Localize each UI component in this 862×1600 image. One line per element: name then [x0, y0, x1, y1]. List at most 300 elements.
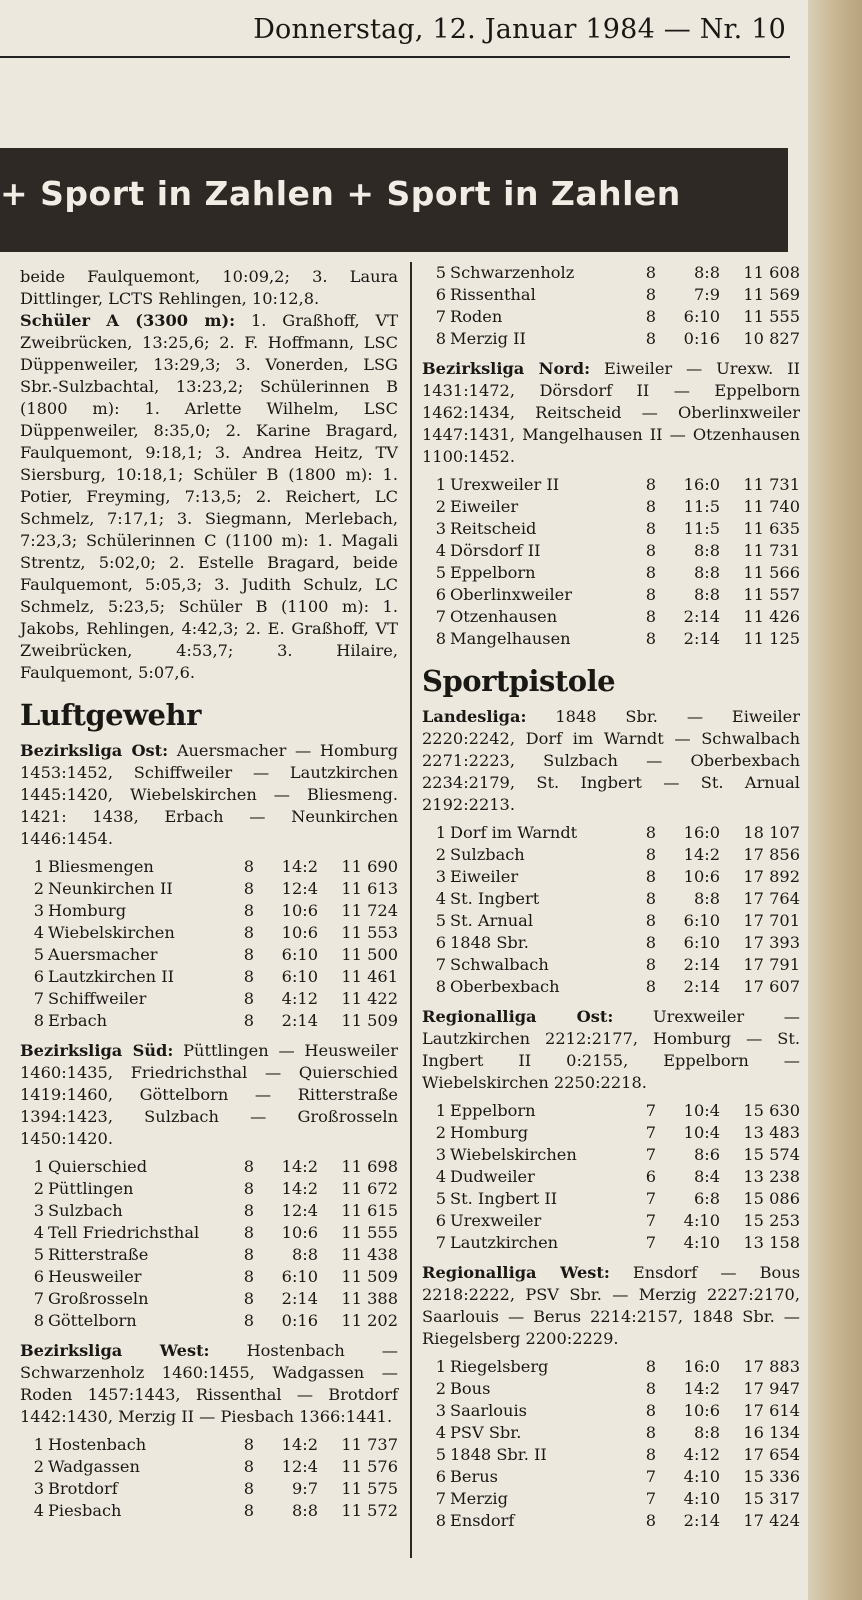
points-cell: 10:6: [683, 1401, 720, 1420]
rank-cell: 6: [435, 285, 446, 304]
rings-cell: 11 698: [341, 1157, 398, 1176]
rank-cell: 6: [33, 1267, 44, 1286]
rings-cell: 15 574: [743, 1145, 800, 1164]
team-cell: Oberbexbach: [450, 977, 560, 996]
rank-cell: 1: [33, 857, 44, 876]
team-cell: Brotdorf: [48, 1479, 118, 1498]
rank-cell: 2: [33, 879, 44, 898]
rings-cell: 10 827: [743, 329, 800, 348]
rings-cell: 11 572: [341, 1501, 398, 1520]
points-cell: 8:6: [693, 1145, 720, 1164]
rank-cell: 8: [33, 1011, 44, 1030]
league-text: Püttlingen — Heusweiler 1460:1435, Friedrichsthal — Quierschied 1419:1460, Göttelborn — Ritterstraße 1394:1423, Sulzbach — Großrosseln 1450:1420.: [20, 1041, 398, 1148]
games-cell: 7: [645, 1467, 656, 1486]
table-row: [20, 988, 398, 1010]
games-cell: 6: [645, 1167, 656, 1186]
rings-cell: 13 483: [743, 1123, 800, 1142]
games-cell: 8: [243, 923, 254, 942]
table-row: [422, 954, 800, 976]
rings-cell: 15 253: [743, 1211, 800, 1230]
rings-cell: 11 731: [743, 475, 800, 494]
games-cell: 8: [243, 901, 254, 920]
table-row: [20, 1156, 398, 1178]
rings-cell: 11 422: [341, 989, 398, 1008]
rank-cell: 4: [435, 889, 446, 908]
page-edge: [808, 0, 862, 1600]
points-cell: 4:10: [683, 1467, 720, 1486]
table-row: [422, 1356, 800, 1378]
points-cell: 8:8: [693, 563, 720, 582]
rings-cell: 17 607: [743, 977, 800, 996]
points-cell: 4:10: [683, 1233, 720, 1252]
team-cell: Dudweiler: [450, 1167, 535, 1186]
team-cell: Erbach: [48, 1011, 108, 1030]
team-cell: Roden: [450, 307, 503, 326]
points-cell: 2:14: [281, 1011, 318, 1030]
table-row: [422, 1510, 800, 1532]
rings-cell: 11 555: [341, 1223, 398, 1242]
team-cell: Auersmacher: [48, 945, 158, 964]
games-cell: 8: [645, 563, 656, 582]
left-column: [20, 266, 398, 1530]
table-row: [20, 856, 398, 878]
points-cell: 12:4: [281, 1201, 318, 1220]
section-heading-luftgewehr: Luftgewehr: [20, 698, 201, 732]
league-text: Urexweiler — Lautzkirchen 2212:2177, Homburg — St. Ingbert II 0:2155, Eppelborn — Wiebelskirchen 2250:2218.: [422, 1007, 800, 1092]
rank-cell: 3: [33, 901, 44, 920]
table-row: [422, 540, 800, 562]
rank-cell: 2: [435, 1123, 446, 1142]
games-cell: 8: [645, 629, 656, 648]
league-label: Bezirksliga Nord:: [422, 359, 591, 378]
points-cell: 2:14: [281, 1289, 318, 1308]
games-cell: 8: [645, 955, 656, 974]
games-cell: 7: [645, 1189, 656, 1208]
rank-cell: 3: [435, 519, 446, 538]
games-cell: 8: [645, 541, 656, 560]
banner-text: + Sport in Zahlen + Sport in Zahlen: [0, 174, 681, 213]
rings-cell: 11 608: [743, 263, 800, 282]
games-cell: 8: [645, 607, 656, 626]
games-cell: 8: [645, 263, 656, 282]
points-cell: 12:4: [281, 879, 318, 898]
games-cell: 8: [243, 1011, 254, 1030]
table-row: [20, 1266, 398, 1288]
games-cell: 8: [645, 1445, 656, 1464]
table-row: [422, 1122, 800, 1144]
games-cell: 8: [243, 1267, 254, 1286]
rank-cell: 4: [435, 1167, 446, 1186]
rings-cell: 17 856: [743, 845, 800, 864]
points-cell: 4:10: [683, 1211, 720, 1230]
games-cell: 8: [243, 1435, 254, 1454]
dateline-text: Donnerstag, 12. Januar 1984 — Nr. 10: [253, 14, 786, 45]
points-cell: 11:5: [683, 519, 720, 538]
table-row: [422, 1144, 800, 1166]
games-cell: 8: [645, 1379, 656, 1398]
table-row: [20, 1500, 398, 1522]
points-cell: 14:2: [281, 1157, 318, 1176]
games-cell: 8: [243, 1223, 254, 1242]
points-cell: 2:14: [683, 977, 720, 996]
team-cell: Großrosseln: [48, 1289, 149, 1308]
rings-cell: 17 883: [743, 1357, 800, 1376]
rank-cell: 2: [435, 497, 446, 516]
rings-cell: 11 613: [341, 879, 398, 898]
rank-cell: 7: [33, 1289, 44, 1308]
points-cell: 14:2: [683, 845, 720, 864]
points-cell: 6:10: [281, 1267, 318, 1286]
games-cell: 8: [645, 977, 656, 996]
points-cell: 0:16: [683, 329, 720, 348]
rings-cell: 11 737: [341, 1435, 398, 1454]
team-cell: Eiweiler: [450, 497, 519, 516]
games-cell: 8: [243, 967, 254, 986]
team-cell: Reitscheid: [450, 519, 537, 538]
intro-paragraph: beide Faulquemont, 10:09,2; 3. Laura Dittlinger, LCTS Rehlingen, 10:12,8.: [20, 267, 398, 308]
league-ost-paragraph: [20, 740, 398, 850]
points-cell: 6:10: [683, 911, 720, 930]
rank-cell: 4: [33, 1223, 44, 1242]
games-cell: 8: [645, 585, 656, 604]
games-cell: 7: [645, 1233, 656, 1252]
rank-cell: 7: [435, 955, 446, 974]
team-cell: Lautzkirchen: [450, 1233, 559, 1252]
table-row: [422, 1444, 800, 1466]
points-cell: 2:14: [683, 629, 720, 648]
rank-cell: 4: [435, 1423, 446, 1442]
table-row: [20, 1456, 398, 1478]
regionalliga-ost-paragraph: [422, 1006, 800, 1094]
results-text: 1. Graßhoff, VT Zweibrücken, 13:25,6; 2. F. Hoffmann, LSC Düppenweiler, 13:29,3; 3. Vonerden, LSG Sbr.-Sulzbachtal, 13:23,2; Schülerinnen B (1800 m): 1. Arlette Wilhelm, LSC Düppenweiler, 8:35,0; 2. Karine Bragard, Faulquemont, 9:18,1; 3. Andrea Heitz, TV Siersburg, 10:18,1; Schüler B (1800 m): 1. Potier, Freyming, 7:13,5; 2. Reichert, LC Schmelz, 7:17,1; 3. Siegmann, Merlebach, 7:23,3; Schülerinnen C (1100 m): 1. Magali Strentz, 5:02,0; 2. Estelle Bragard, beide Faulquemont, 5:05,3; 3. Judith Schulz, LC Schmelz, 5:23,5; Schüler B (1100 m): 1. Jakobs, Rehlingen, 4:42,3; 2. E. Graßhoff, VT Zweibrücken, 4:53,7; 3. Hilaire, Faulquemont, 5:07,6.: [20, 311, 398, 682]
points-cell: 2:14: [683, 955, 720, 974]
rings-cell: 17 654: [743, 1445, 800, 1464]
rings-cell: 17 424: [743, 1511, 800, 1530]
rank-cell: 2: [33, 1179, 44, 1198]
team-cell: St. Ingbert II: [450, 1189, 558, 1208]
points-cell: 8:8: [693, 263, 720, 282]
games-cell: 8: [645, 285, 656, 304]
team-cell: Schwalbach: [450, 955, 549, 974]
standings-table: [422, 1356, 800, 1532]
points-cell: 12:4: [281, 1457, 318, 1476]
team-cell: Merzig II: [450, 329, 526, 348]
rings-cell: 11 731: [743, 541, 800, 560]
table-row: [422, 518, 800, 540]
table-row: [422, 306, 800, 328]
rings-cell: 11 690: [341, 857, 398, 876]
rings-cell: 11 553: [341, 923, 398, 942]
team-cell: 1848 Sbr.: [450, 933, 529, 952]
rings-cell: 11 740: [743, 497, 800, 516]
points-cell: 14:2: [281, 857, 318, 876]
rings-cell: 13 158: [743, 1233, 800, 1252]
table-row: [422, 1378, 800, 1400]
rank-cell: 7: [435, 1233, 446, 1252]
games-cell: 8: [243, 1479, 254, 1498]
standings-table: [422, 822, 800, 998]
table-row: [20, 1244, 398, 1266]
league-text: Auersmacher — Homburg 1453:1452, Schiffweiler — Lautzkirchen 1445:1420, Wiebelskirchen — Bliesmeng. 1421: 1438, Erbach — Neunkirchen 1446:1454.: [20, 741, 398, 848]
rank-cell: 4: [33, 1501, 44, 1520]
results-label: Schüler A (3300 m):: [20, 311, 236, 330]
table-row: [422, 822, 800, 844]
rings-cell: 15 086: [743, 1189, 800, 1208]
rank-cell: 2: [33, 1457, 44, 1476]
rings-cell: 11 426: [743, 607, 800, 626]
games-cell: 8: [243, 857, 254, 876]
league-label: Bezirksliga West:: [20, 1341, 210, 1360]
rank-cell: 2: [435, 1379, 446, 1398]
standings-table: [422, 262, 800, 350]
team-cell: Homburg: [450, 1123, 529, 1142]
points-cell: 10:4: [683, 1101, 720, 1120]
team-cell: Berus: [450, 1467, 498, 1486]
team-cell: Otzenhausen: [450, 607, 558, 626]
rank-cell: 6: [435, 585, 446, 604]
section-banner: [0, 148, 788, 252]
rank-cell: 6: [33, 967, 44, 986]
table-row: [422, 328, 800, 350]
points-cell: 10:6: [281, 923, 318, 942]
table-row: [20, 944, 398, 966]
table-row: [422, 1422, 800, 1444]
rank-cell: 2: [435, 845, 446, 864]
team-cell: Schiffweiler: [48, 989, 147, 1008]
games-cell: 8: [645, 867, 656, 886]
games-cell: 8: [645, 307, 656, 326]
games-cell: 8: [243, 1311, 254, 1330]
rank-cell: 1: [33, 1435, 44, 1454]
team-cell: Merzig: [450, 1489, 508, 1508]
table-row: [20, 1010, 398, 1032]
rings-cell: 15 317: [743, 1489, 800, 1508]
points-cell: 4:12: [683, 1445, 720, 1464]
points-cell: 10:6: [683, 867, 720, 886]
team-cell: Quierschied: [48, 1157, 148, 1176]
table-row: [422, 1232, 800, 1254]
team-cell: Eppelborn: [450, 563, 536, 582]
games-cell: 8: [645, 1423, 656, 1442]
rank-cell: 1: [435, 1357, 446, 1376]
table-row: [422, 976, 800, 998]
table-row: [422, 1466, 800, 1488]
results-paragraph: [20, 310, 398, 684]
games-cell: 8: [645, 845, 656, 864]
points-cell: 10:6: [281, 901, 318, 920]
rings-cell: 13 238: [743, 1167, 800, 1186]
team-cell: Ritterstraße: [48, 1245, 149, 1264]
team-cell: Hostenbach: [48, 1435, 147, 1454]
dateline: [0, 12, 790, 58]
team-cell: Sulzbach: [450, 845, 525, 864]
team-cell: Mangelhausen: [450, 629, 571, 648]
team-cell: PSV Sbr.: [450, 1423, 522, 1442]
points-cell: 0:16: [281, 1311, 318, 1330]
games-cell: 8: [645, 519, 656, 538]
games-cell: 7: [645, 1101, 656, 1120]
table-row: [422, 284, 800, 306]
rank-cell: 8: [33, 1311, 44, 1330]
points-cell: 14:2: [683, 1379, 720, 1398]
team-cell: 1848 Sbr. II: [450, 1445, 547, 1464]
rank-cell: 5: [435, 563, 446, 582]
rings-cell: 11 461: [341, 967, 398, 986]
rank-cell: 3: [435, 1145, 446, 1164]
points-cell: 8:8: [693, 1423, 720, 1442]
league-label: Bezirksliga Ost:: [20, 741, 169, 760]
table-row: [20, 1434, 398, 1456]
section-heading-sportpistole: Sportpistole: [422, 664, 616, 698]
team-cell: Urexweiler: [450, 1211, 542, 1230]
standings-table: [20, 1156, 398, 1332]
rings-cell: 11 125: [743, 629, 800, 648]
rings-cell: 11 575: [341, 1479, 398, 1498]
games-cell: 8: [645, 1511, 656, 1530]
rank-cell: 3: [33, 1479, 44, 1498]
points-cell: 8:8: [291, 1501, 318, 1520]
rank-cell: 8: [435, 629, 446, 648]
rings-cell: 11 509: [341, 1267, 398, 1286]
table-row: [20, 922, 398, 944]
table-row: [422, 562, 800, 584]
team-cell: Heusweiler: [48, 1267, 142, 1286]
games-cell: 8: [243, 989, 254, 1008]
games-cell: 7: [645, 1211, 656, 1230]
points-cell: 16:0: [683, 475, 720, 494]
league-text: 1848 Sbr. — Eiweiler 2220:2242, Dorf im Warndt — Schwalbach 2271:2223, Sulzbach — Oberbexbach 2234:2179, St. Ingbert — St. Arnual 2192:2213.: [422, 707, 800, 814]
points-cell: 14:2: [281, 1435, 318, 1454]
rank-cell: 1: [435, 823, 446, 842]
table-row: [422, 584, 800, 606]
games-cell: 8: [243, 1501, 254, 1520]
team-cell: Wiebelskirchen: [48, 923, 175, 942]
rings-cell: 17 764: [743, 889, 800, 908]
rank-cell: 1: [435, 1101, 446, 1120]
rings-cell: 11 576: [341, 1457, 398, 1476]
team-cell: Wadgassen: [48, 1457, 140, 1476]
table-row: [422, 1210, 800, 1232]
team-cell: Wiebelskirchen: [450, 1145, 577, 1164]
rings-cell: 15 630: [743, 1101, 800, 1120]
table-row: [20, 1222, 398, 1244]
team-cell: Göttelborn: [48, 1311, 137, 1330]
points-cell: 6:8: [693, 1189, 720, 1208]
team-cell: Sulzbach: [48, 1201, 123, 1220]
league-label: Bezirksliga Süd:: [20, 1041, 174, 1060]
rings-cell: 11 388: [341, 1289, 398, 1308]
table-row: [422, 262, 800, 284]
table-row: [422, 1188, 800, 1210]
league-text: Hostenbach — Schwarzenholz 1460:1455, Wadgassen — Roden 1457:1443, Rissenthal — Brotdorf 1442:1430, Merzig II — Piesbach 1366:1441.: [20, 1341, 398, 1426]
points-cell: 4:12: [281, 989, 318, 1008]
points-cell: 4:10: [683, 1489, 720, 1508]
rank-cell: 3: [435, 1401, 446, 1420]
table-row: [422, 1488, 800, 1510]
rings-cell: 11 509: [341, 1011, 398, 1030]
rank-cell: 3: [435, 867, 446, 886]
rank-cell: 5: [33, 945, 44, 964]
rings-cell: 15 336: [743, 1467, 800, 1486]
games-cell: 8: [645, 475, 656, 494]
table-row: [422, 1100, 800, 1122]
rings-cell: 18 107: [743, 823, 800, 842]
league-label: Regionalliga Ost:: [422, 1007, 614, 1026]
team-cell: Dörsdorf II: [450, 541, 541, 560]
regionalliga-west-paragraph: [422, 1262, 800, 1350]
points-cell: 7:9: [693, 285, 720, 304]
team-cell: Püttlingen: [48, 1179, 134, 1198]
points-cell: 8:8: [693, 585, 720, 604]
team-cell: Ensdorf: [450, 1511, 515, 1530]
points-cell: 6:10: [281, 967, 318, 986]
league-label: Regionalliga West:: [422, 1263, 610, 1282]
table-row: [422, 932, 800, 954]
points-cell: 11:5: [683, 497, 720, 516]
rank-cell: 5: [435, 1189, 446, 1208]
team-cell: Eiweiler: [450, 867, 519, 886]
rings-cell: 17 791: [743, 955, 800, 974]
team-cell: Neunkirchen II: [48, 879, 173, 898]
team-cell: Rissenthal: [450, 285, 536, 304]
table-row: [422, 866, 800, 888]
table-row: [422, 1400, 800, 1422]
landesliga-paragraph: [422, 706, 800, 816]
team-cell: Saarlouis: [450, 1401, 527, 1420]
rings-cell: 17 947: [743, 1379, 800, 1398]
table-row: [20, 900, 398, 922]
team-cell: Bous: [450, 1379, 491, 1398]
rings-cell: 17 701: [743, 911, 800, 930]
points-cell: 6:10: [683, 933, 720, 952]
rings-cell: 17 892: [743, 867, 800, 886]
points-cell: 16:0: [683, 823, 720, 842]
team-cell: St. Arnual: [450, 911, 533, 930]
league-text: Ensdorf — Bous 2218:2222, PSV Sbr. — Merzig 2227:2170, Saarlouis — Berus 2214:2157, 1848 Sbr. — Riegelsberg 2200:2229.: [422, 1263, 800, 1348]
games-cell: 8: [243, 1245, 254, 1264]
points-cell: 10:6: [281, 1223, 318, 1242]
rank-cell: 4: [435, 541, 446, 560]
right-column: [422, 263, 801, 1540]
points-cell: 2:14: [683, 1511, 720, 1530]
games-cell: 8: [645, 889, 656, 908]
league-text: Eiweiler — Urexw. II 1431:1472, Dörsdorf II — Eppelborn 1462:1434, Reitscheid — Oberlinxweiler 1447:1431, Mangelhausen II — Otzenhausen 1100:1452.: [422, 359, 801, 466]
team-cell: Dorf im Warndt: [450, 823, 578, 842]
team-cell: Tell Friedrichsthal: [48, 1223, 200, 1242]
games-cell: 8: [645, 497, 656, 516]
rings-cell: 11 500: [341, 945, 398, 964]
rings-cell: 17 393: [743, 933, 800, 952]
rank-cell: 6: [435, 1211, 446, 1230]
games-cell: 8: [243, 879, 254, 898]
rank-cell: 6: [435, 1467, 446, 1486]
team-cell: Lautzkirchen II: [48, 967, 175, 986]
rings-cell: 11 724: [341, 901, 398, 920]
table-row: [20, 1288, 398, 1310]
table-row: [20, 966, 398, 988]
points-cell: 6:10: [281, 945, 318, 964]
games-cell: 8: [645, 911, 656, 930]
table-row: [422, 1166, 800, 1188]
rank-cell: 8: [435, 1511, 446, 1530]
standings-table: [422, 474, 800, 650]
table-row: [422, 496, 800, 518]
points-cell: 14:2: [281, 1179, 318, 1198]
rings-cell: 11 566: [743, 563, 800, 582]
rank-cell: 1: [435, 475, 446, 494]
games-cell: 7: [645, 1489, 656, 1508]
table-row: [422, 628, 800, 650]
